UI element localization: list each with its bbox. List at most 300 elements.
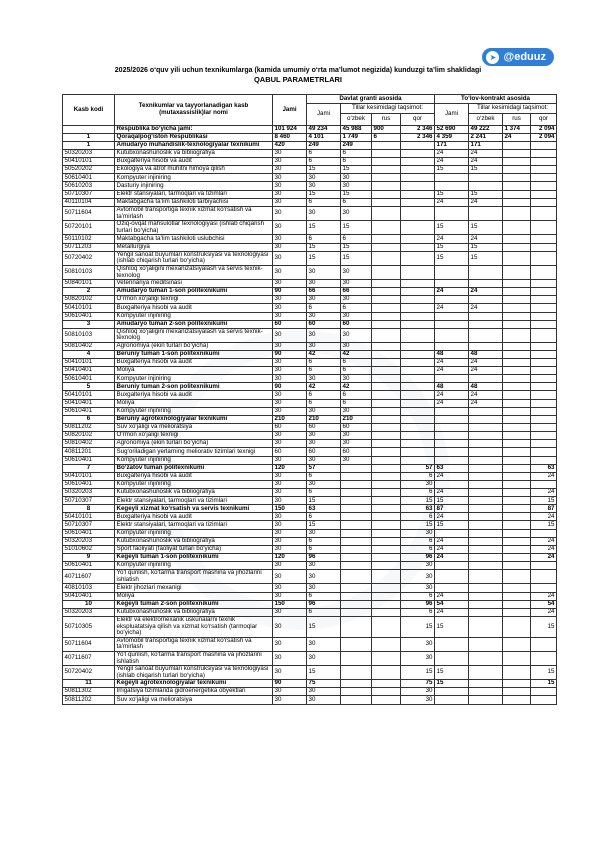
- cell-value: 2 094: [531, 126, 557, 134]
- cell-value: [503, 141, 531, 149]
- cell-value: 30: [307, 375, 341, 383]
- cell-value: 30: [341, 182, 372, 190]
- cell-kasb-kodi: 50810402: [63, 342, 115, 350]
- table-row: [63, 480, 557, 488]
- cell-value: [372, 391, 401, 399]
- cell-value: 120: [273, 554, 307, 562]
- cell-value: 48: [435, 383, 469, 391]
- cell-name: Suv xo‘jaligi va melioratsiya: [115, 696, 273, 704]
- cell-value: [372, 375, 401, 383]
- cell-value: [372, 342, 401, 350]
- cell-name: Buxgalteriya hisobi va audit: [115, 513, 273, 521]
- cell-kasb-kodi: 6: [63, 415, 115, 423]
- cell-value: [372, 312, 401, 320]
- cell-value: 30: [273, 529, 307, 537]
- cell-value: [372, 546, 401, 554]
- table-row: [63, 472, 557, 480]
- cell-value: 15: [531, 666, 557, 680]
- cell-value: 6: [307, 157, 341, 165]
- cell-value: [401, 407, 435, 415]
- cell-value: 15: [307, 251, 341, 265]
- cell-value: 90: [273, 288, 307, 296]
- table-row: [63, 570, 557, 584]
- cell-value: [531, 190, 557, 198]
- cell-value: [469, 280, 503, 288]
- table-row-total: [63, 600, 557, 608]
- cell-value: 15: [531, 497, 557, 505]
- cell-value: [435, 570, 469, 584]
- cell-value: 30: [273, 235, 307, 243]
- cell-value: [372, 456, 401, 464]
- cell-name: Kompyuter injiniring: [115, 312, 273, 320]
- cell-value: [341, 688, 372, 696]
- cell-value: 30: [273, 367, 307, 375]
- table-row: [63, 265, 557, 279]
- cell-kasb-kodi: 50840101: [63, 280, 115, 288]
- cell-value: 30: [273, 666, 307, 680]
- cell-value: [372, 221, 401, 235]
- cell-value: [469, 592, 503, 600]
- cell-kasb-kodi: 50610401: [63, 456, 115, 464]
- cell-kasb-kodi: 50710307: [63, 190, 115, 198]
- cell-value: [401, 198, 435, 206]
- cell-value: [435, 182, 469, 190]
- cell-kasb-kodi: 40810103: [63, 584, 115, 592]
- cell-value: 6: [401, 608, 435, 616]
- cell-value: [531, 651, 557, 665]
- cell-value: 24: [435, 367, 469, 375]
- cell-value: 30: [273, 328, 307, 342]
- cell-value: 30: [307, 265, 341, 279]
- cell-value: [469, 546, 503, 554]
- cell-value: [531, 243, 557, 251]
- cell-value: [372, 206, 401, 220]
- cell-value: [531, 351, 557, 359]
- cell-value: [401, 375, 435, 383]
- cell-value: [469, 432, 503, 440]
- cell-value: [531, 448, 557, 456]
- cell-value: 15: [341, 166, 372, 174]
- cell-value: [401, 288, 435, 296]
- cell-value: 24: [531, 592, 557, 600]
- cell-value: 6: [341, 391, 372, 399]
- cell-value: 4 101: [307, 133, 341, 141]
- cell-value: [372, 448, 401, 456]
- table-row: [63, 666, 557, 680]
- cell-value: 6: [307, 537, 341, 545]
- cell-value: 24: [469, 198, 503, 206]
- cell-value: [401, 383, 435, 391]
- cell-name: Sug‘oriladigan yerlarning meliorativ tizimlari texnigi: [115, 448, 273, 456]
- cell-value: [531, 251, 557, 265]
- cell-name: Moliya: [115, 592, 273, 600]
- cell-value: 6: [307, 367, 341, 375]
- cell-value: [469, 584, 503, 592]
- cell-value: 24: [469, 367, 503, 375]
- cell-name: Elektr stansiyalari, tarmoqlari va tizimlari: [115, 190, 273, 198]
- cell-value: 6: [307, 608, 341, 616]
- cell-value: [341, 608, 372, 616]
- cell-value: 24: [435, 235, 469, 243]
- cell-value: [401, 296, 435, 304]
- cell-value: 30: [273, 190, 307, 198]
- cell-value: 2 241: [469, 133, 503, 141]
- table-body: [63, 126, 557, 705]
- cell-value: [531, 637, 557, 651]
- cell-name: Sport faoliyati (faoliyat turlari bo‘yicha): [115, 546, 273, 554]
- cell-value: [341, 505, 372, 513]
- cell-value: 24: [435, 608, 469, 616]
- cell-kasb-kodi: [63, 126, 115, 134]
- header-davlat-qor: qor: [401, 114, 435, 126]
- cell-value: 6: [372, 133, 401, 141]
- cell-kasb-kodi: 50711604: [63, 206, 115, 220]
- cell-value: [372, 351, 401, 359]
- cell-value: [531, 280, 557, 288]
- cell-kasb-kodi: 4: [63, 351, 115, 359]
- cell-name: Veterinariya meditsinasi: [115, 280, 273, 288]
- cell-kasb-kodi: 50320203: [63, 489, 115, 497]
- cell-value: [372, 280, 401, 288]
- cell-value: [503, 288, 531, 296]
- cell-value: 101 924: [273, 126, 307, 134]
- cell-kasb-kodi: 50720402: [63, 666, 115, 680]
- cell-value: 30: [341, 265, 372, 279]
- cell-value: [469, 489, 503, 497]
- cell-value: [372, 141, 401, 149]
- cell-value: 52 690: [435, 126, 469, 134]
- cell-value: 30: [307, 280, 341, 288]
- cell-value: 6: [307, 391, 341, 399]
- cell-value: [503, 221, 531, 235]
- cell-value: [341, 497, 372, 505]
- cell-value: 24: [469, 235, 503, 243]
- cell-value: [531, 198, 557, 206]
- cell-value: 60: [273, 448, 307, 456]
- cell-value: 15: [531, 521, 557, 529]
- cell-name: Kutubxonashunoslik va bibliografiya: [115, 489, 273, 497]
- cell-value: [341, 616, 372, 637]
- cell-value: [372, 521, 401, 529]
- cell-value: [435, 456, 469, 464]
- cell-value: [372, 304, 401, 312]
- cell-value: [401, 174, 435, 182]
- cell-value: 15: [307, 521, 341, 529]
- cell-value: 30: [273, 166, 307, 174]
- cell-value: 6: [307, 513, 341, 521]
- cell-value: 6: [307, 489, 341, 497]
- cell-kasb-kodi: 50320203: [63, 149, 115, 157]
- cell-value: [531, 407, 557, 415]
- cell-name: Metallurgiya: [115, 243, 273, 251]
- cell-value: [435, 407, 469, 415]
- cell-kasb-kodi: 50410401: [63, 592, 115, 600]
- header-kasb-kodi: Kasb kodi: [63, 95, 115, 126]
- cell-value: [531, 584, 557, 592]
- table-row: [63, 616, 557, 637]
- cell-name: Buxgalteriya hisobi va audit: [115, 472, 273, 480]
- cell-value: 6: [307, 399, 341, 407]
- cell-name: Irrigatsiya tizimlarida gidroenergetika obyektlari: [115, 688, 273, 696]
- cell-value: [372, 688, 401, 696]
- cell-value: [503, 383, 531, 391]
- cell-value: [531, 235, 557, 243]
- cell-value: [435, 415, 469, 423]
- cell-value: [531, 480, 557, 488]
- cell-name: Elektr jihozlari mexanigi: [115, 584, 273, 592]
- cell-value: 24: [435, 149, 469, 157]
- cell-value: 30: [273, 243, 307, 251]
- cell-value: 96: [401, 554, 435, 562]
- cell-value: 6: [401, 546, 435, 554]
- cell-value: 6: [341, 198, 372, 206]
- cell-value: 6: [401, 489, 435, 497]
- cell-value: 24: [435, 399, 469, 407]
- cell-value: 30: [273, 608, 307, 616]
- cell-value: 24: [435, 513, 469, 521]
- cell-value: 24: [469, 157, 503, 165]
- cell-name: Kompyuter injiniring: [115, 407, 273, 415]
- table-row: [63, 651, 557, 665]
- cell-value: [531, 383, 557, 391]
- cell-value: 1 374: [503, 126, 531, 134]
- cell-value: [531, 391, 557, 399]
- cell-value: 30: [341, 342, 372, 350]
- cell-value: 45 988: [341, 126, 372, 134]
- cell-value: [435, 265, 469, 279]
- cell-value: [341, 651, 372, 665]
- table-row: [63, 529, 557, 537]
- cell-value: [469, 680, 503, 688]
- cell-value: [401, 415, 435, 423]
- cell-value: [469, 637, 503, 651]
- cell-value: [503, 296, 531, 304]
- table-row: [63, 296, 557, 304]
- cell-value: 30: [307, 182, 341, 190]
- cell-value: 54: [435, 600, 469, 608]
- cell-value: [531, 415, 557, 423]
- cell-value: [372, 367, 401, 375]
- cell-value: [503, 235, 531, 243]
- cell-value: [531, 320, 557, 328]
- cell-value: [372, 358, 401, 366]
- cell-value: [341, 696, 372, 704]
- cell-value: [531, 141, 557, 149]
- cell-value: 30: [401, 651, 435, 665]
- cell-value: 15: [469, 251, 503, 265]
- cell-value: 30: [273, 304, 307, 312]
- cell-value: [503, 351, 531, 359]
- cell-value: [401, 351, 435, 359]
- cell-value: [435, 529, 469, 537]
- cell-value: 75: [401, 680, 435, 688]
- cell-value: [531, 358, 557, 366]
- cell-value: 30: [307, 342, 341, 350]
- cell-value: [469, 562, 503, 570]
- cell-value: 30: [401, 688, 435, 696]
- cell-value: 15: [435, 521, 469, 529]
- table-row-total: [63, 505, 557, 513]
- table-row: [63, 221, 557, 235]
- cell-value: [469, 497, 503, 505]
- table-row: [63, 432, 557, 440]
- cell-value: [503, 616, 531, 637]
- cell-value: 30: [273, 440, 307, 448]
- cell-value: [341, 637, 372, 651]
- cell-value: 6: [341, 358, 372, 366]
- cell-value: 96: [401, 600, 435, 608]
- cell-value: [372, 174, 401, 182]
- table-row: [63, 149, 557, 157]
- cell-value: 48: [469, 351, 503, 359]
- cell-value: 30: [273, 688, 307, 696]
- cell-value: [401, 328, 435, 342]
- cell-value: [503, 280, 531, 288]
- cell-value: 6: [341, 235, 372, 243]
- cell-kasb-kodi: 50610203: [63, 182, 115, 190]
- cell-value: 30: [341, 174, 372, 182]
- cell-value: [372, 415, 401, 423]
- telegram-icon: ➤: [486, 51, 499, 64]
- cell-value: [372, 489, 401, 497]
- cell-value: 24: [531, 546, 557, 554]
- cell-name: Qishloq xo‘jaligini mexanizatsiyalash va servis texnik-texnolog: [115, 265, 273, 279]
- cell-value: 171: [469, 141, 503, 149]
- cell-value: 6: [341, 157, 372, 165]
- cell-name: Yengil sanoat buyumlari konstruksiyasi va texnologiyasi (ishlab chiqarish turlari bo‘yicha): [115, 666, 273, 680]
- cell-value: [503, 513, 531, 521]
- table-row: [63, 448, 557, 456]
- cell-value: [435, 320, 469, 328]
- table-row: [63, 489, 557, 497]
- cell-kasb-kodi: 50811202: [63, 423, 115, 431]
- cell-value: [503, 375, 531, 383]
- cell-name: Dasturiy injiniring: [115, 182, 273, 190]
- cell-value: [372, 513, 401, 521]
- cell-value: 15: [401, 497, 435, 505]
- cell-value: [435, 342, 469, 350]
- cell-value: [531, 304, 557, 312]
- cell-value: 63: [401, 505, 435, 513]
- cell-value: 57: [401, 464, 435, 472]
- cell-value: 171: [435, 141, 469, 149]
- cell-value: 30: [273, 562, 307, 570]
- cell-value: [401, 149, 435, 157]
- cell-value: [435, 206, 469, 220]
- cell-value: 30: [273, 182, 307, 190]
- cell-value: [372, 464, 401, 472]
- cell-value: 63: [531, 464, 557, 472]
- cell-value: [469, 688, 503, 696]
- cell-value: 6: [341, 304, 372, 312]
- cell-value: 60: [341, 448, 372, 456]
- cell-value: 30: [273, 407, 307, 415]
- cell-value: 15: [531, 616, 557, 637]
- cell-value: 15: [307, 190, 341, 198]
- cell-value: 15: [435, 190, 469, 198]
- cell-value: 30: [273, 592, 307, 600]
- cell-value: [372, 472, 401, 480]
- cell-value: [435, 584, 469, 592]
- table-row: [63, 251, 557, 265]
- cell-value: 30: [307, 651, 341, 665]
- cell-name: Elektr stansiyalari, tarmoqlari va tizimlari: [115, 521, 273, 529]
- logo-text: @eduuz: [503, 51, 546, 63]
- table-row: [63, 696, 557, 704]
- cell-value: [372, 190, 401, 198]
- cell-name: O‘rmon xo‘jaligi texnigi: [115, 432, 273, 440]
- cell-value: [372, 570, 401, 584]
- cell-value: 15: [469, 190, 503, 198]
- cell-value: 6: [341, 367, 372, 375]
- table-row: [63, 407, 557, 415]
- cell-value: [401, 367, 435, 375]
- cell-value: [531, 367, 557, 375]
- table-row: [63, 513, 557, 521]
- cell-value: 30: [273, 497, 307, 505]
- cell-value: 1 749: [341, 133, 372, 141]
- table-row: [63, 637, 557, 651]
- cell-value: [435, 174, 469, 182]
- cell-value: [503, 342, 531, 350]
- cell-value: [469, 320, 503, 328]
- cell-value: 30: [401, 584, 435, 592]
- cell-value: 6: [401, 472, 435, 480]
- table-row-total: [63, 464, 557, 472]
- cell-name: Kompyuter injiniring: [115, 562, 273, 570]
- cell-value: 60: [307, 448, 341, 456]
- cell-value: 15: [435, 497, 469, 505]
- cell-name: Kompyuter injiniring: [115, 375, 273, 383]
- cell-name: Kompyuter injiniring: [115, 456, 273, 464]
- cell-value: 15: [341, 190, 372, 198]
- cell-value: [372, 592, 401, 600]
- cell-value: [503, 166, 531, 174]
- cell-value: 900: [372, 126, 401, 134]
- cell-value: [435, 480, 469, 488]
- cell-kasb-kodi: 50810103: [63, 265, 115, 279]
- cell-name: Maktabgacha ta’lim tashkiloti uslubchisi: [115, 235, 273, 243]
- cell-value: [531, 440, 557, 448]
- cell-value: [401, 141, 435, 149]
- table-row: [63, 358, 557, 366]
- cell-value: 96: [307, 600, 341, 608]
- cell-value: [503, 489, 531, 497]
- cell-value: 4 359: [435, 133, 469, 141]
- cell-value: [469, 696, 503, 704]
- cell-value: [435, 296, 469, 304]
- cell-kasb-kodi: 50110102: [63, 235, 115, 243]
- cell-value: [503, 570, 531, 584]
- cell-value: [469, 570, 503, 584]
- cell-value: [372, 562, 401, 570]
- cell-value: [372, 554, 401, 562]
- cell-name: Yo‘l qurilish, ko‘tarma transport mashina va jihozlarini ishlatish: [115, 570, 273, 584]
- cell-value: 96: [307, 554, 341, 562]
- cell-value: [341, 680, 372, 688]
- cell-value: [401, 243, 435, 251]
- cell-value: [469, 448, 503, 456]
- cell-value: 30: [307, 432, 341, 440]
- cell-value: [372, 399, 401, 407]
- cell-value: [531, 456, 557, 464]
- table-row: [63, 312, 557, 320]
- cell-kasb-kodi: 10: [63, 600, 115, 608]
- cell-value: 30: [401, 637, 435, 651]
- cell-name: Bo‘zatov tuman politexnikumi: [115, 464, 273, 472]
- table-row-total: [63, 320, 557, 328]
- cell-name: Yengil sanoat buyumlari konstruksiyasi va texnologiyasi (ishlab chiqarish turlari bo‘yicha): [115, 251, 273, 265]
